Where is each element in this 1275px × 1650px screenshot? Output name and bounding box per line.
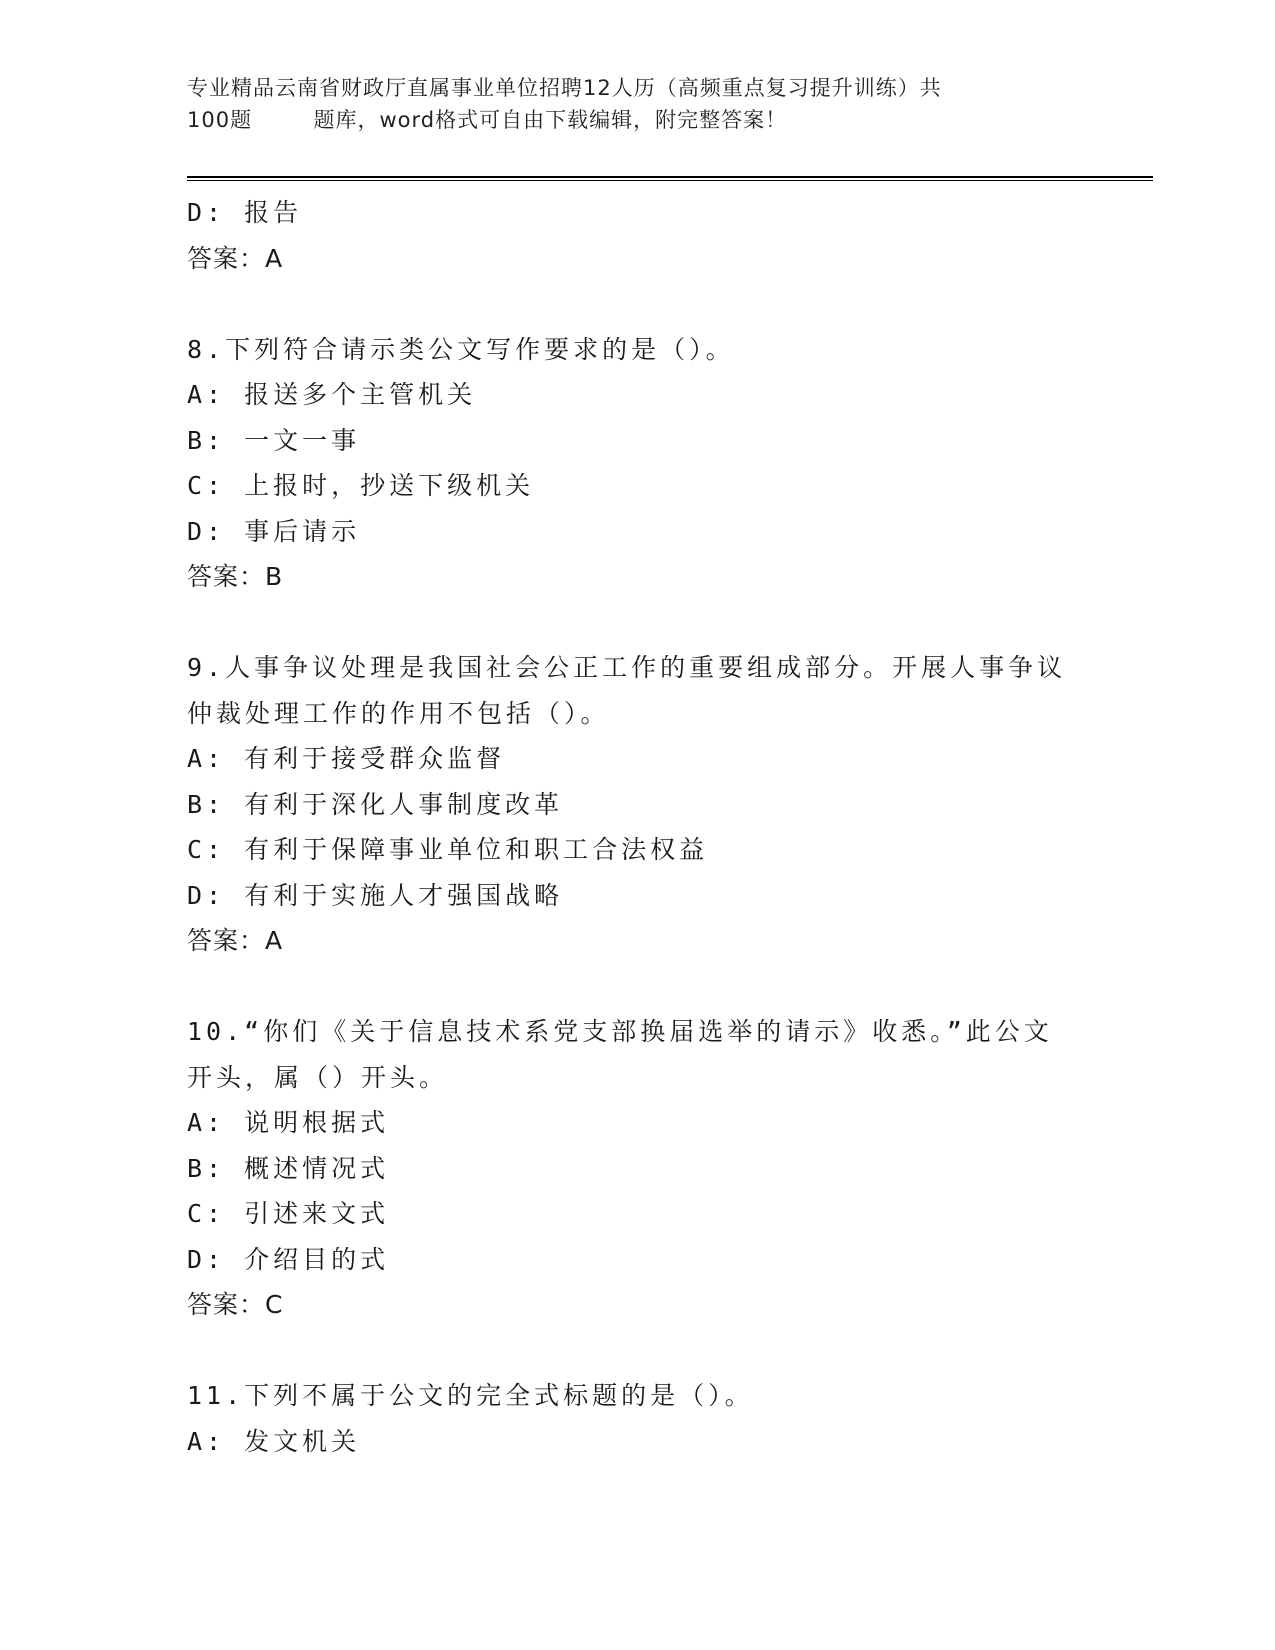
q9-answer: 答案：A (187, 926, 284, 955)
header-double-rule (187, 176, 1153, 182)
q8-option-b: B: 一文一事 (187, 425, 361, 455)
q8-option-d: D: 事后请示 (187, 516, 361, 546)
document-header (187, 72, 1067, 136)
q11-stem: 11.下列不属于公文的完全式标题的是（）。 (187, 1381, 754, 1410)
q9-option-c: C: 有利于保障事业单位和职工合法权益 (187, 835, 709, 864)
q10-stem-line-2: 开头，属（）开头。 (187, 1062, 449, 1092)
q9-option-d: D: 有利于实施人才强国战略 (187, 880, 564, 910)
q10-option-c: C: 引述来文式 (187, 1199, 390, 1228)
spacer (187, 600, 1087, 646)
q8-stem: 8.下列符合请示类公文写作要求的是（）。 (187, 334, 735, 364)
q8-option-c: C: 上报时，抄送下级机关 (187, 471, 535, 500)
header-title-line-1: 专业精品云南省财政厅直属事业单位招聘12人历（高频重点复习提升训练）共 (187, 76, 942, 100)
header-rule-thick (187, 176, 1153, 178)
q9-option-b: B: 有利于深化人事制度改革 (187, 789, 564, 819)
header-title-line-2: 100题 题库，word格式可自由下载编辑，附完整答案！ (187, 108, 788, 132)
q8-answer: 答案：B (187, 562, 284, 591)
q9-option-a: A: 有利于接受群众监督 (187, 744, 506, 773)
q8-option-a: A: 报送多个主管机关 (187, 380, 477, 409)
q7-answer: 答案：A (187, 243, 284, 273)
q7-option-d: D: 报告 (187, 198, 303, 227)
spacer (187, 1328, 1087, 1374)
header-rule-thin (187, 180, 1153, 181)
q10-option-b: B: 概述情况式 (187, 1153, 390, 1183)
q9-stem-line-1: 9.人事争议处理是我国社会公正工作的重要组成部分。开展人事争议 (187, 653, 1067, 682)
q10-answer: 答案：C (187, 1290, 284, 1319)
q10-option-d: D: 介绍目的式 (187, 1244, 390, 1274)
q10-option-a: A: 说明根据式 (187, 1108, 390, 1137)
q9-stem-line-2: 仲裁处理工作的作用不包括（）。 (187, 698, 610, 728)
q10-stem-line-1: 10.“你们《关于信息技术系党支部换届选举的请示》收悉。”此公文 (187, 1017, 1053, 1046)
q11-option-a: A: 发文机关 (187, 1426, 361, 1456)
spacer (187, 281, 1087, 327)
spacer (187, 964, 1087, 1010)
document-body (187, 190, 1087, 1464)
